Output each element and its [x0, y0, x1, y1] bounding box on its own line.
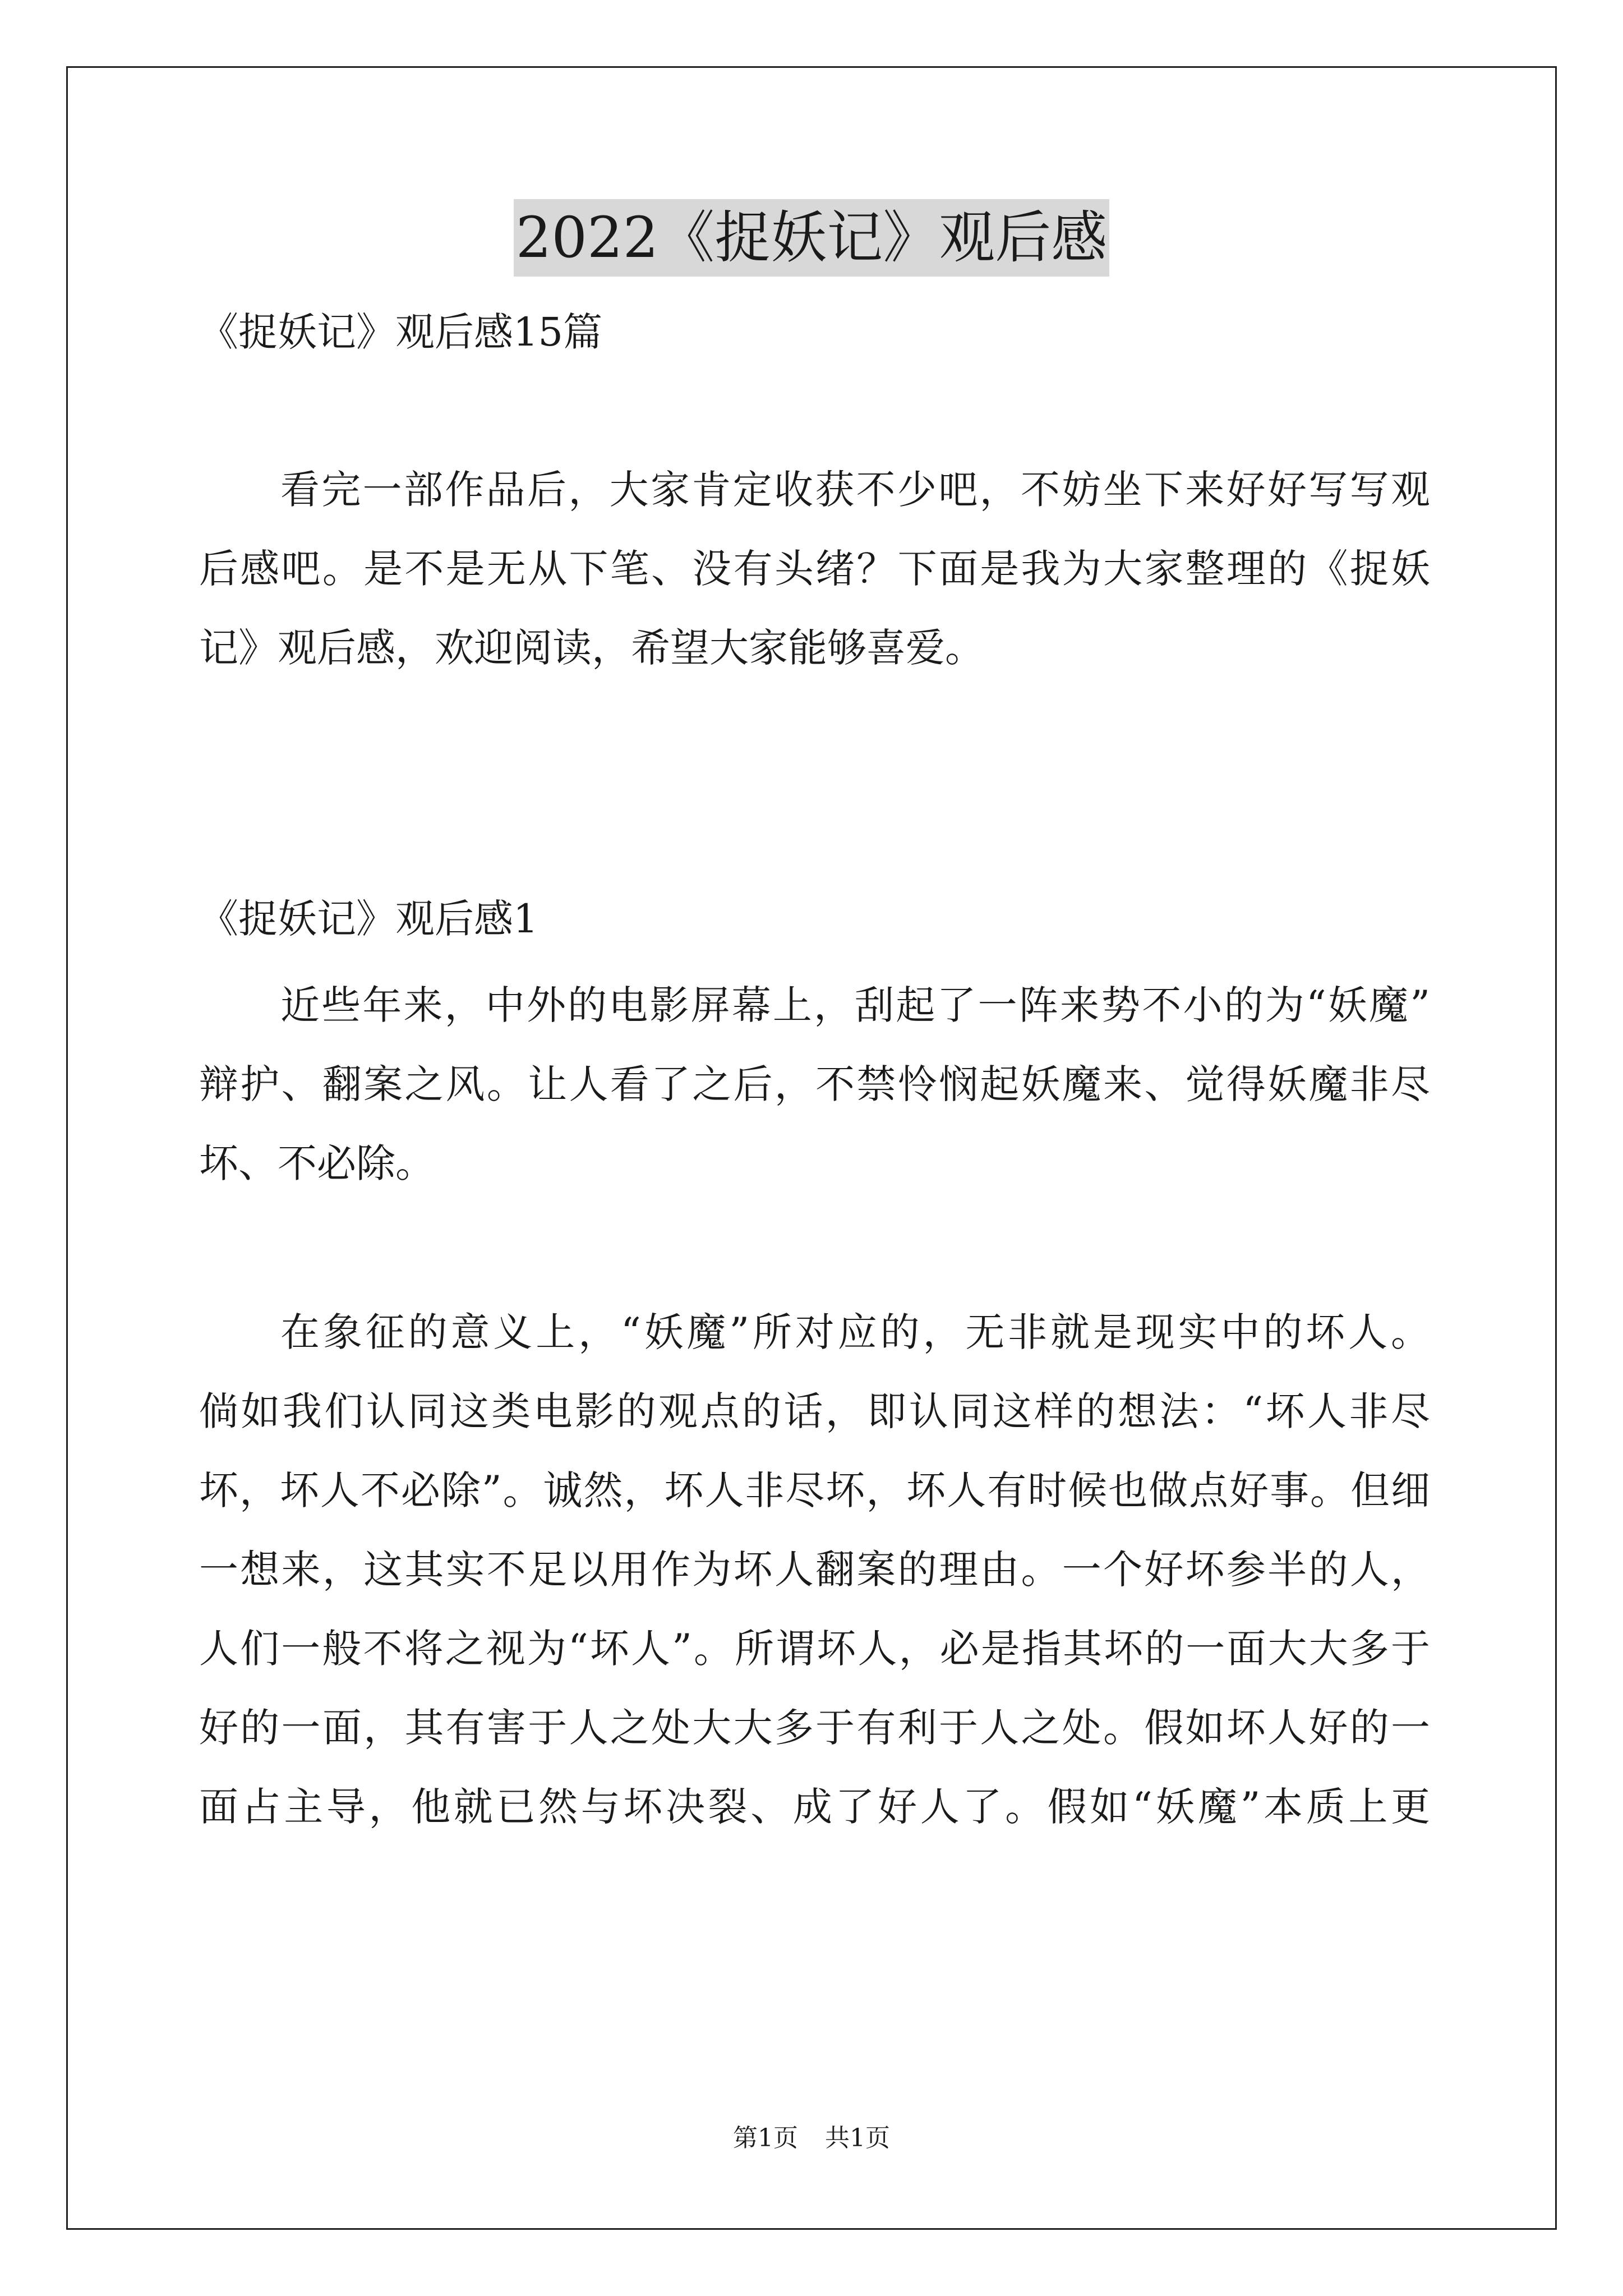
- s1p2-line-4: 一想来，这其实不足以用作为坏人翻案的理由。一个好坏参半的人，: [199, 1547, 1430, 1593]
- intro-line-2: 后感吧。是不是无从下笔、没有头绪？下面是我为大家整理的《捉妖: [199, 546, 1430, 592]
- title-container: [0, 199, 1623, 277]
- document-title: 2022《捉妖记》观后感: [514, 199, 1110, 277]
- intro-line-1: 看完一部作品后，大家肯定收获不少吧，不妨坐下来好好写写观: [280, 467, 1430, 513]
- s1p2-line-2: 倘如我们认同这类电影的观点的话，即认同这样的想法：“坏人非尽: [199, 1388, 1430, 1434]
- page-total: 共1页: [825, 2124, 890, 2152]
- subtitle-block: [199, 293, 1430, 372]
- page-number: 第1页: [733, 2124, 798, 2152]
- section1-heading-block: [199, 880, 1430, 959]
- s1p2-line-7: 面占主导，他就已然与坏决裂、成了好人了。假如“妖魔”本质上更: [199, 1784, 1430, 1830]
- subtitle: 《捉妖记》观后感15篇: [199, 309, 603, 355]
- s1p2-line-3: 坏，坏人不必除”。诚然，坏人非尽坏，坏人有时候也做点好事。但细: [199, 1467, 1430, 1513]
- s1p2-line-1: 在象征的意义上，“妖魔”所对应的，无非就是现实中的坏人。: [280, 1309, 1430, 1355]
- section1-paragraph-2: [199, 1293, 1430, 1847]
- s1p2-line-6: 好的一面，其有害于人之处大大多于有利于人之处。假如坏人好的一: [199, 1705, 1430, 1751]
- s1p2-line-5: 人们一般不将之视为“坏人”。所谓坏人，必是指其坏的一面大大多于: [199, 1626, 1430, 1672]
- s1p1-line-3: 坏、不必除。: [199, 1140, 435, 1186]
- page-footer: [0, 2122, 1623, 2155]
- section1-heading: 《捉妖记》观后感1: [199, 896, 538, 942]
- s1p1-line-1: 近些年来，中外的电影屏幕上，刮起了一阵来势不小的为“妖魔”: [280, 982, 1430, 1028]
- intro-line-3: 记》观后感，欢迎阅读，希望大家能够喜爱。: [199, 625, 984, 671]
- section1-paragraph-1: [199, 966, 1430, 1203]
- s1p1-line-2: 辩护、翻案之风。让人看了之后，不禁怜悯起妖魔来、觉得妖魔非尽: [199, 1061, 1430, 1107]
- intro-paragraph: [199, 450, 1430, 688]
